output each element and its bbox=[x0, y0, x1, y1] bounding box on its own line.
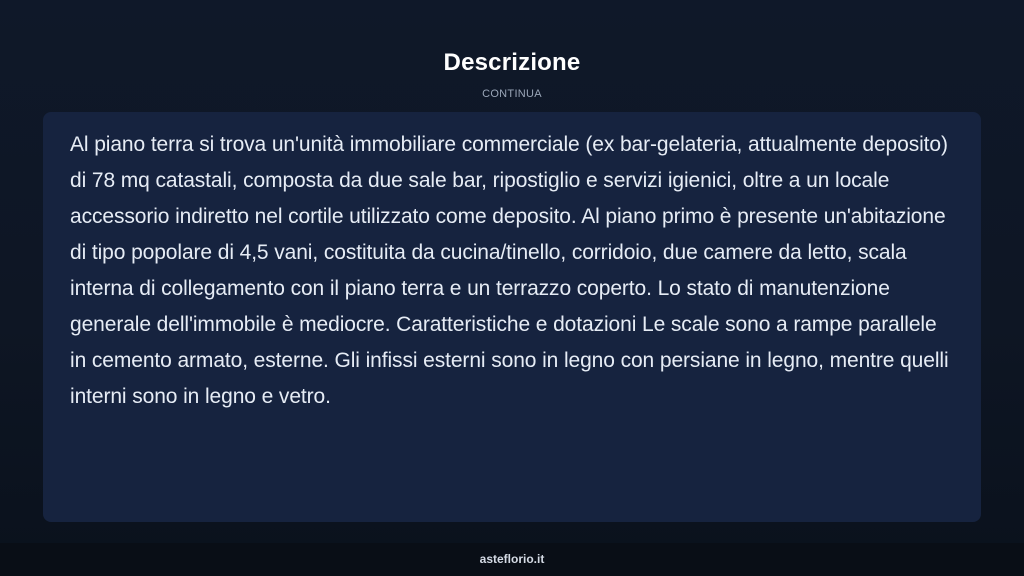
page-title: Descrizione bbox=[443, 49, 581, 76]
continua-label: CONTINUA bbox=[482, 88, 542, 100]
footer-bar bbox=[0, 543, 1024, 576]
description-card bbox=[43, 112, 981, 522]
description-text: Al piano terra si trova un'unità immobiliare commerciale (ex bar-gelateria, attualmente deposito) di 78 mq catastali, composta da due sale bar, ripostiglio e servizi igienici, oltre a un locale accessorio indiretto nel cortile utilizzato come deposito. Al piano primo è presente un'abitazione di tipo popolare di 4,5 vani, costituita da cucina/tinello, corridoio, due camere da letto, scala interna di collegamento con il piano terra e un terrazzo coperto. Lo stato di manutenzione generale dell'immobile è mediocre. Caratteristiche e dotazioni Le scale sono a rampe parallele in cemento armato, esterne. Gli infissi esterni sono in legno con persiane in legno, mentre quelli interni sono in legno e vetro. bbox=[70, 133, 949, 408]
footer-brand: asteflorio.it bbox=[479, 552, 545, 566]
page-header bbox=[0, 48, 1024, 100]
